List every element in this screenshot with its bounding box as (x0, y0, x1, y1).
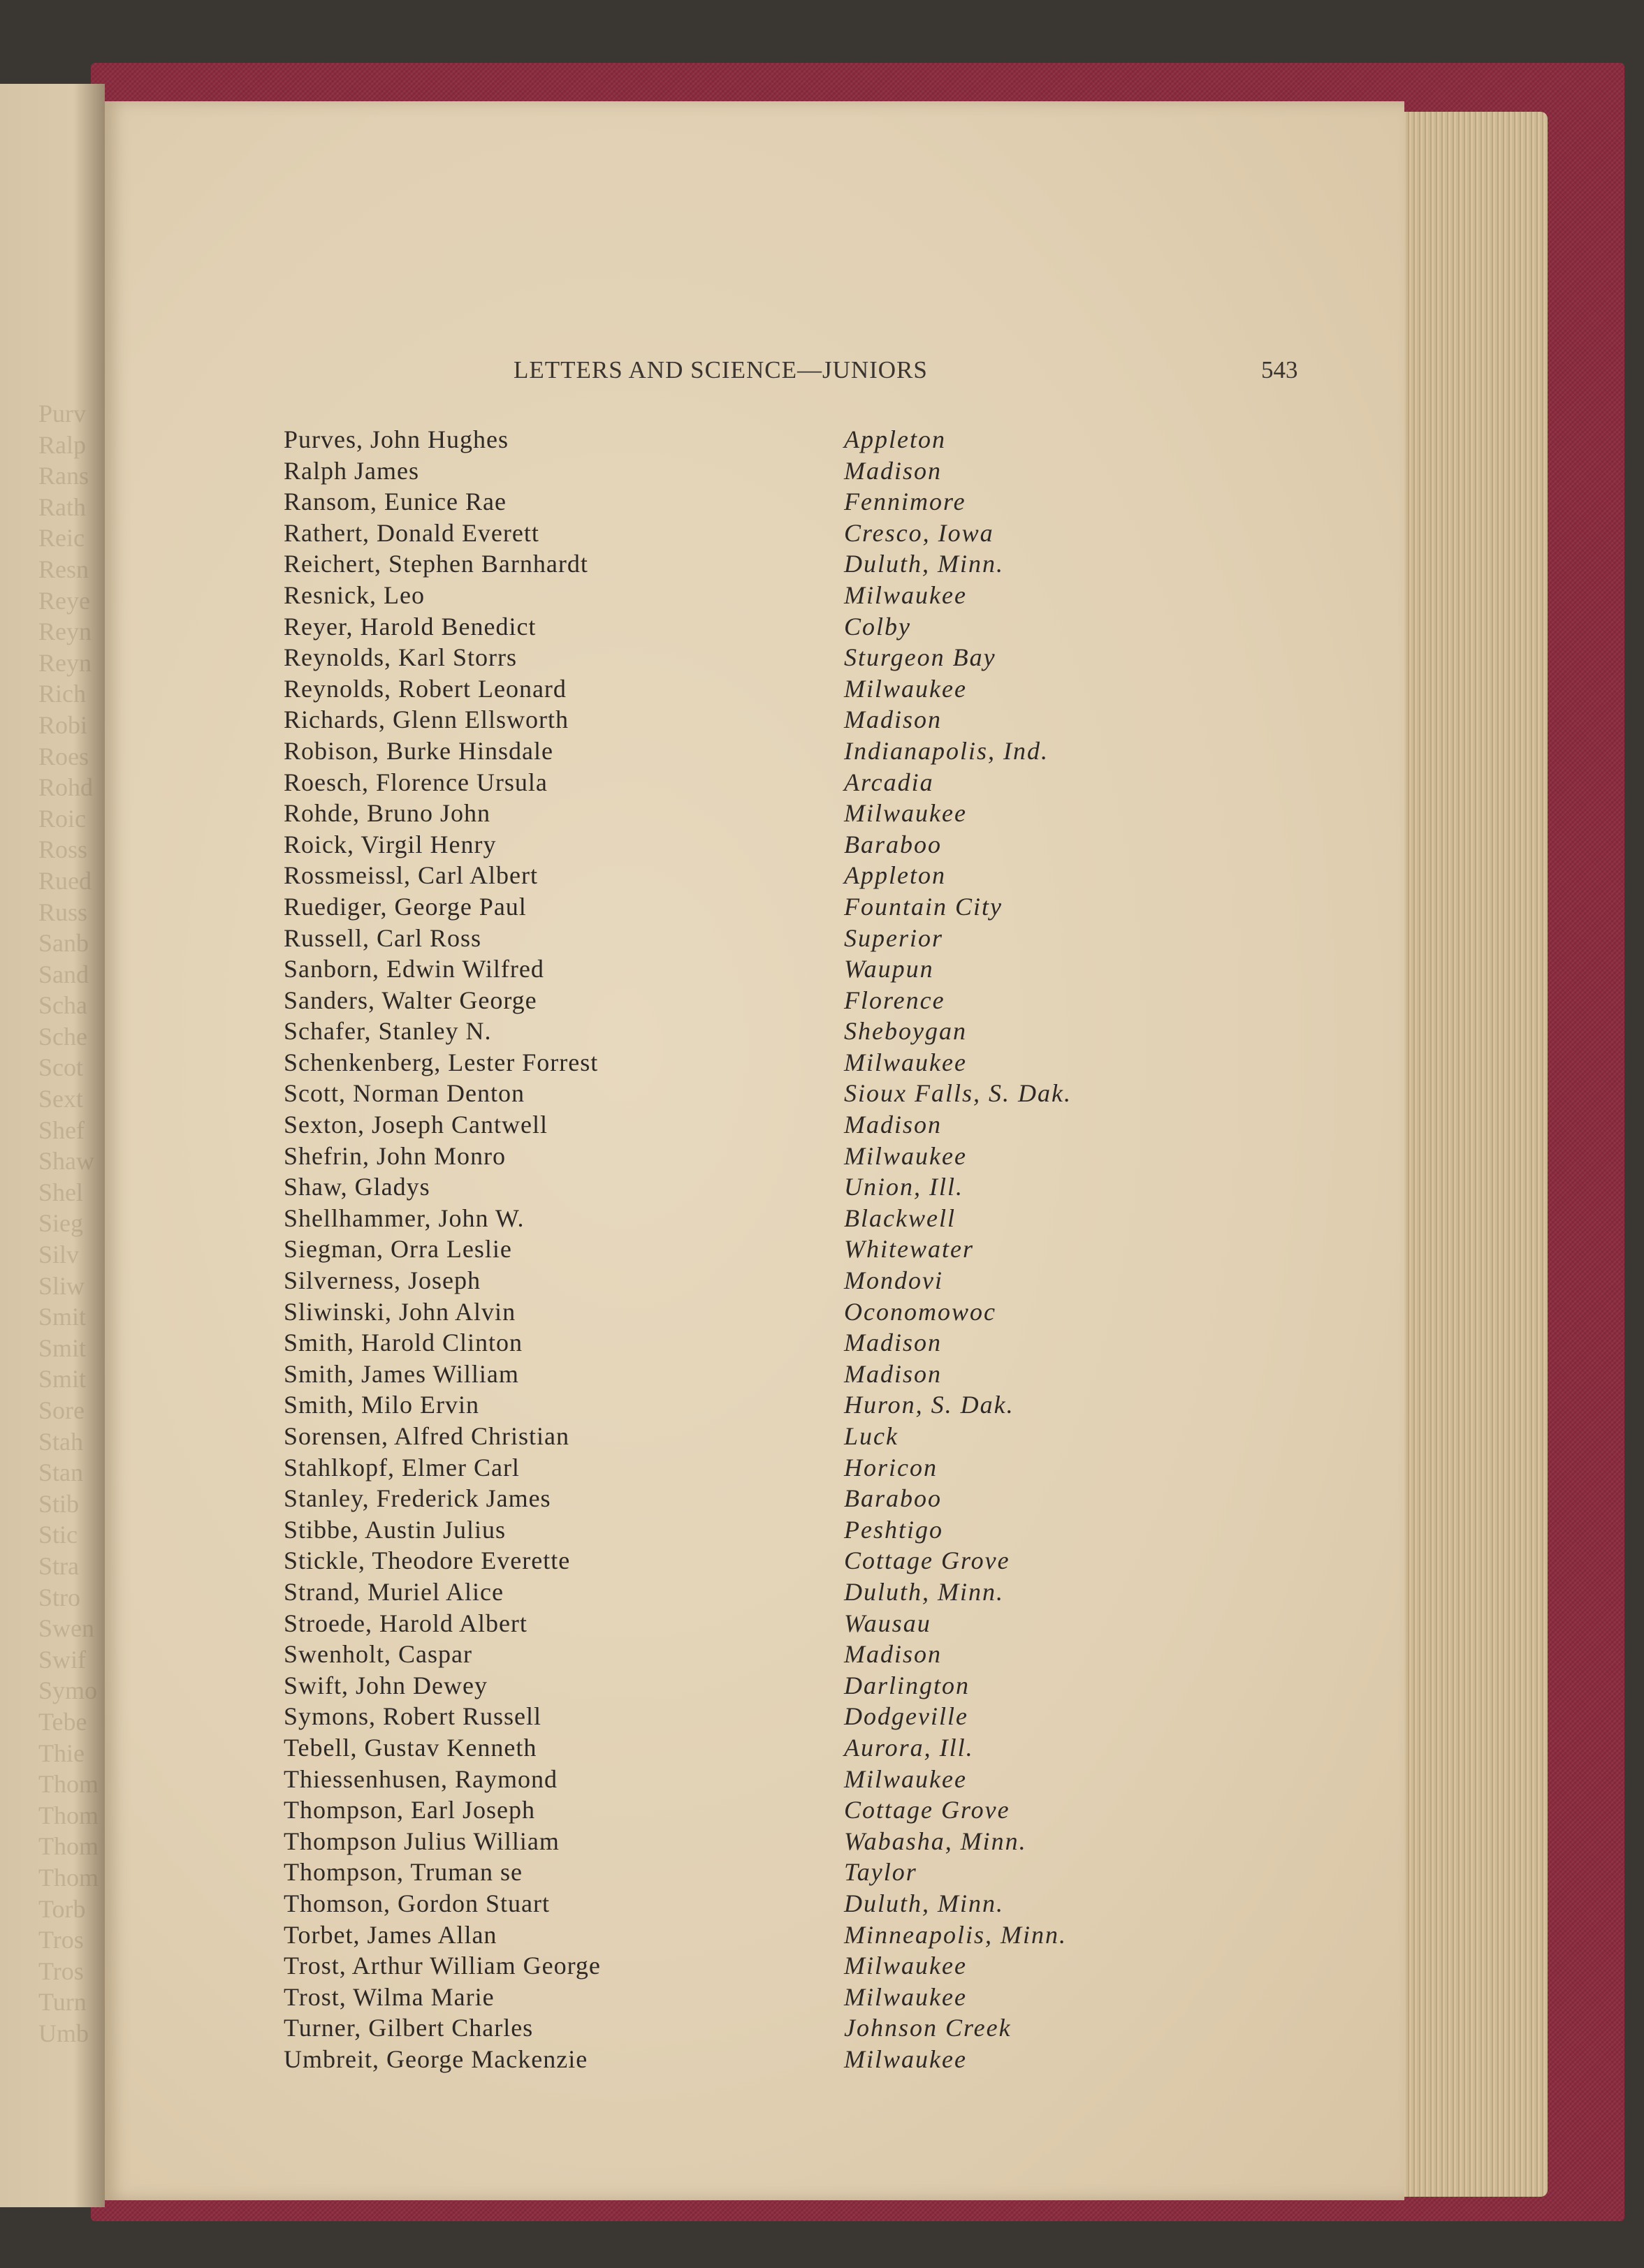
list-item (284, 1296, 1157, 1328)
list-item (284, 923, 1157, 954)
hometown: Wausau (844, 1609, 931, 1637)
hometown: Colby (844, 612, 911, 641)
list-item (284, 1359, 1157, 1390)
list-item (284, 1639, 1157, 1670)
list-item (284, 1794, 1157, 1826)
list-item (284, 1141, 1157, 1172)
list-item (284, 1483, 1157, 1514)
student-name: Sanborn, Edwin Wilfred (284, 955, 544, 983)
hometown: Madison (844, 1640, 942, 1669)
student-name: Shefrin, John Monro (284, 1141, 506, 1170)
list-item (284, 860, 1157, 891)
student-name: Rathert, Donald Everett (284, 518, 539, 547)
student-name: Roesch, Florence Ursula (284, 768, 548, 796)
student-list (284, 424, 1157, 2075)
hometown: Duluth, Minn. (844, 1889, 1004, 1917)
running-head: LETTERS AND SCIENCE—JUNIORS (514, 356, 928, 383)
list-item (284, 486, 1157, 518)
hometown: Minneapolis, Minn. (844, 1920, 1067, 1949)
student-name: Purves, John Hughes (284, 425, 509, 453)
hometown: Dodgeville (844, 1702, 968, 1731)
hometown: Baraboo (844, 830, 942, 858)
book-page (105, 101, 1404, 2200)
list-item (284, 1608, 1157, 1639)
list-item (284, 1389, 1157, 1421)
hometown: Horicon (844, 1453, 938, 1481)
student-name: Reynolds, Robert Leonard (284, 674, 567, 703)
hometown: Madison (844, 456, 942, 485)
student-name: Roick, Virgil Henry (284, 830, 497, 858)
student-name: Reichert, Stephen Barnhardt (284, 550, 588, 578)
list-item (284, 1950, 1157, 1982)
list-item (284, 1171, 1157, 1203)
student-name: Scott, Norman Denton (284, 1079, 525, 1108)
list-item (284, 1670, 1157, 1702)
list-item (284, 673, 1157, 705)
hometown: Fennimore (844, 488, 966, 516)
hometown: Arcadia (844, 768, 934, 796)
hometown: Madison (844, 705, 942, 734)
list-item (284, 1234, 1157, 1265)
hometown: Mondovi (844, 1266, 943, 1295)
hometown: Sioux Falls, S. Dak. (844, 1079, 1072, 1108)
hometown: Cottage Grove (844, 1796, 1010, 1824)
student-name: Symons, Robert Russell (284, 1702, 542, 1731)
hometown: Sturgeon Bay (844, 643, 996, 672)
list-item (284, 1576, 1157, 1608)
list-item (284, 829, 1157, 861)
hometown: Taylor (844, 1858, 917, 1887)
student-name: Smith, Milo Ervin (284, 1391, 480, 1419)
list-item (284, 985, 1157, 1016)
page-number: 543 (1261, 356, 1298, 383)
hometown: Appleton (844, 425, 946, 453)
list-item (284, 642, 1157, 673)
list-item (284, 1701, 1157, 1732)
student-name: Schafer, Stanley N. (284, 1017, 492, 1046)
hometown: Milwaukee (844, 2044, 967, 2073)
student-name: Stanley, Frederick James (284, 1484, 551, 1513)
hometown: Duluth, Minn. (844, 1577, 1004, 1606)
student-name: Tebell, Gustav Kenneth (284, 1733, 537, 1762)
student-name: Sexton, Joseph Cantwell (284, 1111, 548, 1139)
list-item (284, 1109, 1157, 1141)
student-name: Siegman, Orra Leslie (284, 1235, 512, 1264)
list-item (284, 953, 1157, 985)
student-name: Torbet, James Allan (284, 1920, 497, 1949)
student-name: Trost, Arthur William George (284, 1952, 601, 1980)
list-item (284, 704, 1157, 736)
list-item (284, 455, 1157, 487)
student-name: Resnick, Leo (284, 580, 425, 609)
student-name: Shellhammer, John W. (284, 1203, 525, 1232)
list-item (284, 1888, 1157, 1919)
student-name: Schenkenberg, Lester Forrest (284, 1048, 599, 1076)
student-name: Stickle, Theodore Everette (284, 1546, 571, 1575)
hometown: Cottage Grove (844, 1546, 1010, 1575)
hometown: Milwaukee (844, 1764, 967, 1793)
list-item (284, 1078, 1157, 1109)
list-item (284, 1452, 1157, 1484)
hometown: Waupun (844, 955, 934, 983)
student-name: Thompson, Earl Joseph (284, 1796, 535, 1824)
hometown: Huron, S. Dak. (844, 1391, 1014, 1419)
list-item (284, 767, 1157, 798)
hometown: Peshtigo (844, 1515, 943, 1544)
hometown: Cresco, Iowa (844, 518, 994, 547)
list-item (284, 891, 1157, 923)
list-item (284, 548, 1157, 580)
list-item (284, 1016, 1157, 1047)
list-item (284, 1982, 1157, 2013)
student-name: Swenholt, Caspar (284, 1640, 472, 1669)
list-item (284, 736, 1157, 767)
left-page-edge (0, 84, 105, 2207)
student-name: Thompson, Truman se (284, 1858, 523, 1887)
hometown: Milwaukee (844, 1141, 967, 1170)
hometown: Union, Ill. (844, 1173, 963, 1201)
list-item (284, 1421, 1157, 1452)
hometown: Aurora, Ill. (844, 1733, 974, 1762)
student-name: Ruediger, George Paul (284, 892, 527, 921)
hometown: Madison (844, 1359, 942, 1388)
hometown: Milwaukee (844, 1952, 967, 1980)
list-item (284, 1826, 1157, 1857)
hometown: Wabasha, Minn. (844, 1827, 1027, 1855)
hometown: Madison (844, 1329, 942, 1357)
student-name: Stroede, Harold Albert (284, 1609, 528, 1637)
list-item (284, 798, 1157, 829)
hometown: Blackwell (844, 1203, 956, 1232)
student-name: Silverness, Joseph (284, 1266, 481, 1295)
hometown: Appleton (844, 861, 946, 890)
hometown: Milwaukee (844, 799, 967, 828)
student-name: Sorensen, Alfred Christian (284, 1422, 569, 1450)
student-name: Umbreit, George Mackenzie (284, 2044, 588, 2073)
student-name: Russell, Carl Ross (284, 923, 482, 952)
student-name: Thiessenhusen, Raymond (284, 1764, 558, 1793)
student-name: Stahlkopf, Elmer Carl (284, 1453, 520, 1481)
student-name: Shaw, Gladys (284, 1173, 430, 1201)
student-name: Smith, Harold Clinton (284, 1329, 523, 1357)
hometown: Milwaukee (844, 580, 967, 609)
student-name: Thompson Julius William (284, 1827, 560, 1855)
list-item (284, 1265, 1157, 1296)
left-page-bleed-through: Purv Ralp Rans Rath Reic Resn Reye Reyn Reyn Rich Robi Roes Rohd Roic Ross Rued Russ Sanb Sand Scha Sche Scot Sext Shef Shaw Shel Sieg Silv Sliw Smit Smit Smit Sore Stah Stan Stib Stic Stra Stro Swen Swif Symo Tebe Thie Thom Thom Thom Thom Torb Tros Tros Turn Umb (38, 400, 99, 2047)
hometown: Milwaukee (844, 674, 967, 703)
student-name: Robison, Burke Hinsdale (284, 736, 553, 765)
student-name: Reynolds, Karl Storrs (284, 643, 517, 672)
student-name: Ransom, Eunice Rae (284, 488, 507, 516)
student-name: Turner, Gilbert Charles (284, 2014, 534, 2042)
list-item (284, 2044, 1157, 2075)
list-item (284, 1545, 1157, 1576)
hometown: Superior (844, 923, 943, 952)
hometown: Johnson Creek (844, 2014, 1012, 2042)
list-item (284, 518, 1157, 549)
list-item (284, 1327, 1157, 1359)
student-name: Thomson, Gordon Stuart (284, 1889, 550, 1917)
list-item (284, 611, 1157, 643)
hometown: Sheboygan (844, 1017, 967, 1046)
student-name: Rohde, Bruno John (284, 799, 490, 828)
hometown: Whitewater (844, 1235, 974, 1264)
hometown: Milwaukee (844, 1982, 967, 2011)
student-name: Swift, John Dewey (284, 1671, 488, 1699)
hometown: Milwaukee (844, 1048, 967, 1076)
student-name: Strand, Muriel Alice (284, 1577, 504, 1606)
list-item (284, 580, 1157, 611)
list-item (284, 1764, 1157, 1795)
hometown: Madison (844, 1111, 942, 1139)
hometown: Indianapolis, Ind. (844, 736, 1049, 765)
student-name: Trost, Wilma Marie (284, 1982, 495, 2011)
hometown: Florence (844, 986, 945, 1014)
student-name: Richards, Glenn Ellsworth (284, 705, 569, 734)
hometown: Oconomowoc (844, 1297, 996, 1326)
student-name: Rossmeissl, Carl Albert (284, 861, 538, 890)
student-name: Sanders, Walter George (284, 986, 537, 1014)
list-item (284, 1514, 1157, 1546)
page-block-edges (1383, 112, 1548, 2197)
hometown: Fountain City (844, 892, 1003, 921)
list-item (284, 1203, 1157, 1234)
list-item (284, 1857, 1157, 1888)
hometown: Darlington (844, 1671, 970, 1699)
list-item (284, 1732, 1157, 1764)
student-name: Reyer, Harold Benedict (284, 612, 537, 641)
list-item (284, 1047, 1157, 1078)
hometown: Baraboo (844, 1484, 942, 1513)
hometown: Luck (844, 1422, 899, 1450)
list-item (284, 1919, 1157, 1951)
student-name: Smith, James William (284, 1359, 519, 1388)
student-name: Ralph James (284, 456, 419, 485)
student-name: Stibbe, Austin Julius (284, 1515, 507, 1544)
hometown: Duluth, Minn. (844, 550, 1004, 578)
list-item (284, 2012, 1157, 2044)
list-item (284, 424, 1157, 455)
student-name: Sliwinski, John Alvin (284, 1297, 516, 1326)
